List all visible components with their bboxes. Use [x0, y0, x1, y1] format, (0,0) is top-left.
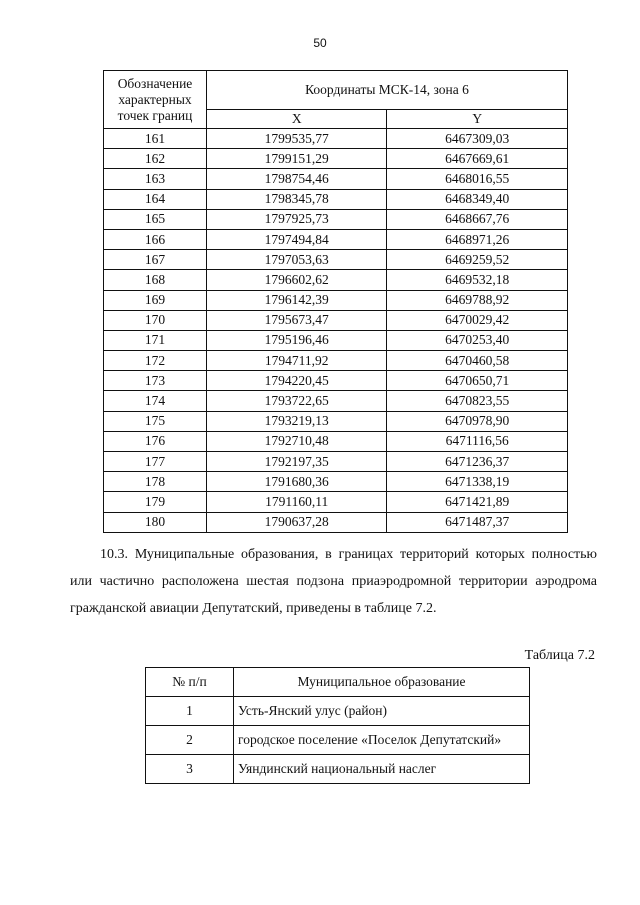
y-value: 6471421,89 — [387, 492, 568, 512]
table-row — [146, 726, 530, 755]
x-value: 1799535,77 — [207, 129, 387, 149]
point-id: 180 — [104, 512, 207, 532]
y-value: 6468016,55 — [387, 169, 568, 189]
header-municipality: Муниципальное образование — [234, 668, 530, 697]
point-id: 176 — [104, 431, 207, 451]
point-id: 164 — [104, 189, 207, 209]
y-value: 6468349,40 — [387, 189, 568, 209]
y-value: 6470460,58 — [387, 351, 568, 371]
y-value: 6468667,76 — [387, 209, 568, 229]
table-row — [104, 492, 568, 512]
table-row — [104, 149, 568, 169]
table-row — [104, 472, 568, 492]
y-value: 6467669,61 — [387, 149, 568, 169]
table-row — [104, 391, 568, 411]
point-id: 171 — [104, 330, 207, 350]
point-id: 166 — [104, 229, 207, 249]
x-value: 1795673,47 — [207, 310, 387, 330]
paragraph-10-3 — [70, 541, 597, 622]
x-value: 1790637,28 — [207, 512, 387, 532]
point-id: 174 — [104, 391, 207, 411]
point-id: 179 — [104, 492, 207, 512]
table-row — [104, 452, 568, 472]
y-value: 6471338,19 — [387, 472, 568, 492]
table-row — [104, 431, 568, 451]
row-number: 1 — [146, 697, 234, 726]
y-value: 6470029,42 — [387, 310, 568, 330]
x-value: 1797494,84 — [207, 229, 387, 249]
point-id: 162 — [104, 149, 207, 169]
table-row — [104, 229, 568, 249]
y-value: 6470823,55 — [387, 391, 568, 411]
y-value: 6471487,37 — [387, 512, 568, 532]
x-value: 1791160,11 — [207, 492, 387, 512]
table-caption: Таблица 7.2 — [524, 648, 595, 663]
municipalities-table-body — [146, 697, 530, 784]
x-value: 1797925,73 — [207, 209, 387, 229]
y-value: 6471116,56 — [387, 431, 568, 451]
x-value: 1792710,48 — [207, 431, 387, 451]
header-number: № п/п — [146, 668, 234, 697]
point-id: 167 — [104, 250, 207, 270]
point-id: 178 — [104, 472, 207, 492]
point-id: 163 — [104, 169, 207, 189]
table-row — [104, 351, 568, 371]
table-row — [104, 411, 568, 431]
point-id: 172 — [104, 351, 207, 371]
y-value: 6469788,92 — [387, 290, 568, 310]
y-value: 6469259,52 — [387, 250, 568, 270]
table-row — [104, 270, 568, 290]
x-value: 1795196,46 — [207, 330, 387, 350]
table-row — [104, 209, 568, 229]
table-row — [146, 755, 530, 784]
y-value: 6470650,71 — [387, 371, 568, 391]
point-id: 177 — [104, 452, 207, 472]
row-number: 3 — [146, 755, 234, 784]
municipalities-table — [145, 667, 530, 784]
table-row — [104, 330, 568, 350]
x-value: 1794220,45 — [207, 371, 387, 391]
table-row — [104, 310, 568, 330]
point-id: 173 — [104, 371, 207, 391]
coordinates-table — [103, 70, 568, 533]
y-value: 6471236,37 — [387, 452, 568, 472]
y-value: 6470253,40 — [387, 330, 568, 350]
table-row — [104, 169, 568, 189]
y-value: 6469532,18 — [387, 270, 568, 290]
municipality-name: Уяндинский национальный наслег — [234, 755, 530, 784]
page-number: 50 — [313, 36, 327, 50]
header-y: Y — [387, 110, 568, 129]
x-value: 1793722,65 — [207, 391, 387, 411]
table-row — [104, 129, 568, 149]
x-value: 1794711,92 — [207, 351, 387, 371]
x-value: 1791680,36 — [207, 472, 387, 492]
x-value: 1798345,78 — [207, 189, 387, 209]
table-row — [104, 371, 568, 391]
point-id: 168 — [104, 270, 207, 290]
header-coordinates: Координаты МСК-14, зона 6 — [207, 71, 568, 110]
x-value: 1792197,35 — [207, 452, 387, 472]
header-point-label: Обозначение характерных точек границ — [104, 71, 207, 129]
municipality-name: Усть-Янский улус (район) — [234, 697, 530, 726]
y-value: 6470978,90 — [387, 411, 568, 431]
point-id: 165 — [104, 209, 207, 229]
table-row — [104, 290, 568, 310]
table-row — [104, 250, 568, 270]
y-value: 6468971,26 — [387, 229, 568, 249]
x-value: 1796602,62 — [207, 270, 387, 290]
coordinates-table-body — [104, 129, 568, 533]
x-value: 1797053,63 — [207, 250, 387, 270]
x-value: 1798754,46 — [207, 169, 387, 189]
x-value: 1799151,29 — [207, 149, 387, 169]
header-x: X — [207, 110, 387, 129]
table-row — [104, 189, 568, 209]
point-id: 175 — [104, 411, 207, 431]
point-id: 161 — [104, 129, 207, 149]
row-number: 2 — [146, 726, 234, 755]
table-row — [146, 697, 530, 726]
point-id: 170 — [104, 310, 207, 330]
paragraph-text: 10.3. Муниципальные образования, в границах территорий которых полностью или частично расположена шестая подзона приаэродромной территории аэродрома гражданской авиации Депутатский, приведены в таблице 7.2. — [70, 547, 597, 616]
y-value: 6467309,03 — [387, 129, 568, 149]
municipality-name: городское поселение «Поселок Депутатский» — [234, 726, 530, 755]
table-row — [104, 512, 568, 532]
x-value: 1796142,39 — [207, 290, 387, 310]
point-id: 169 — [104, 290, 207, 310]
x-value: 1793219,13 — [207, 411, 387, 431]
